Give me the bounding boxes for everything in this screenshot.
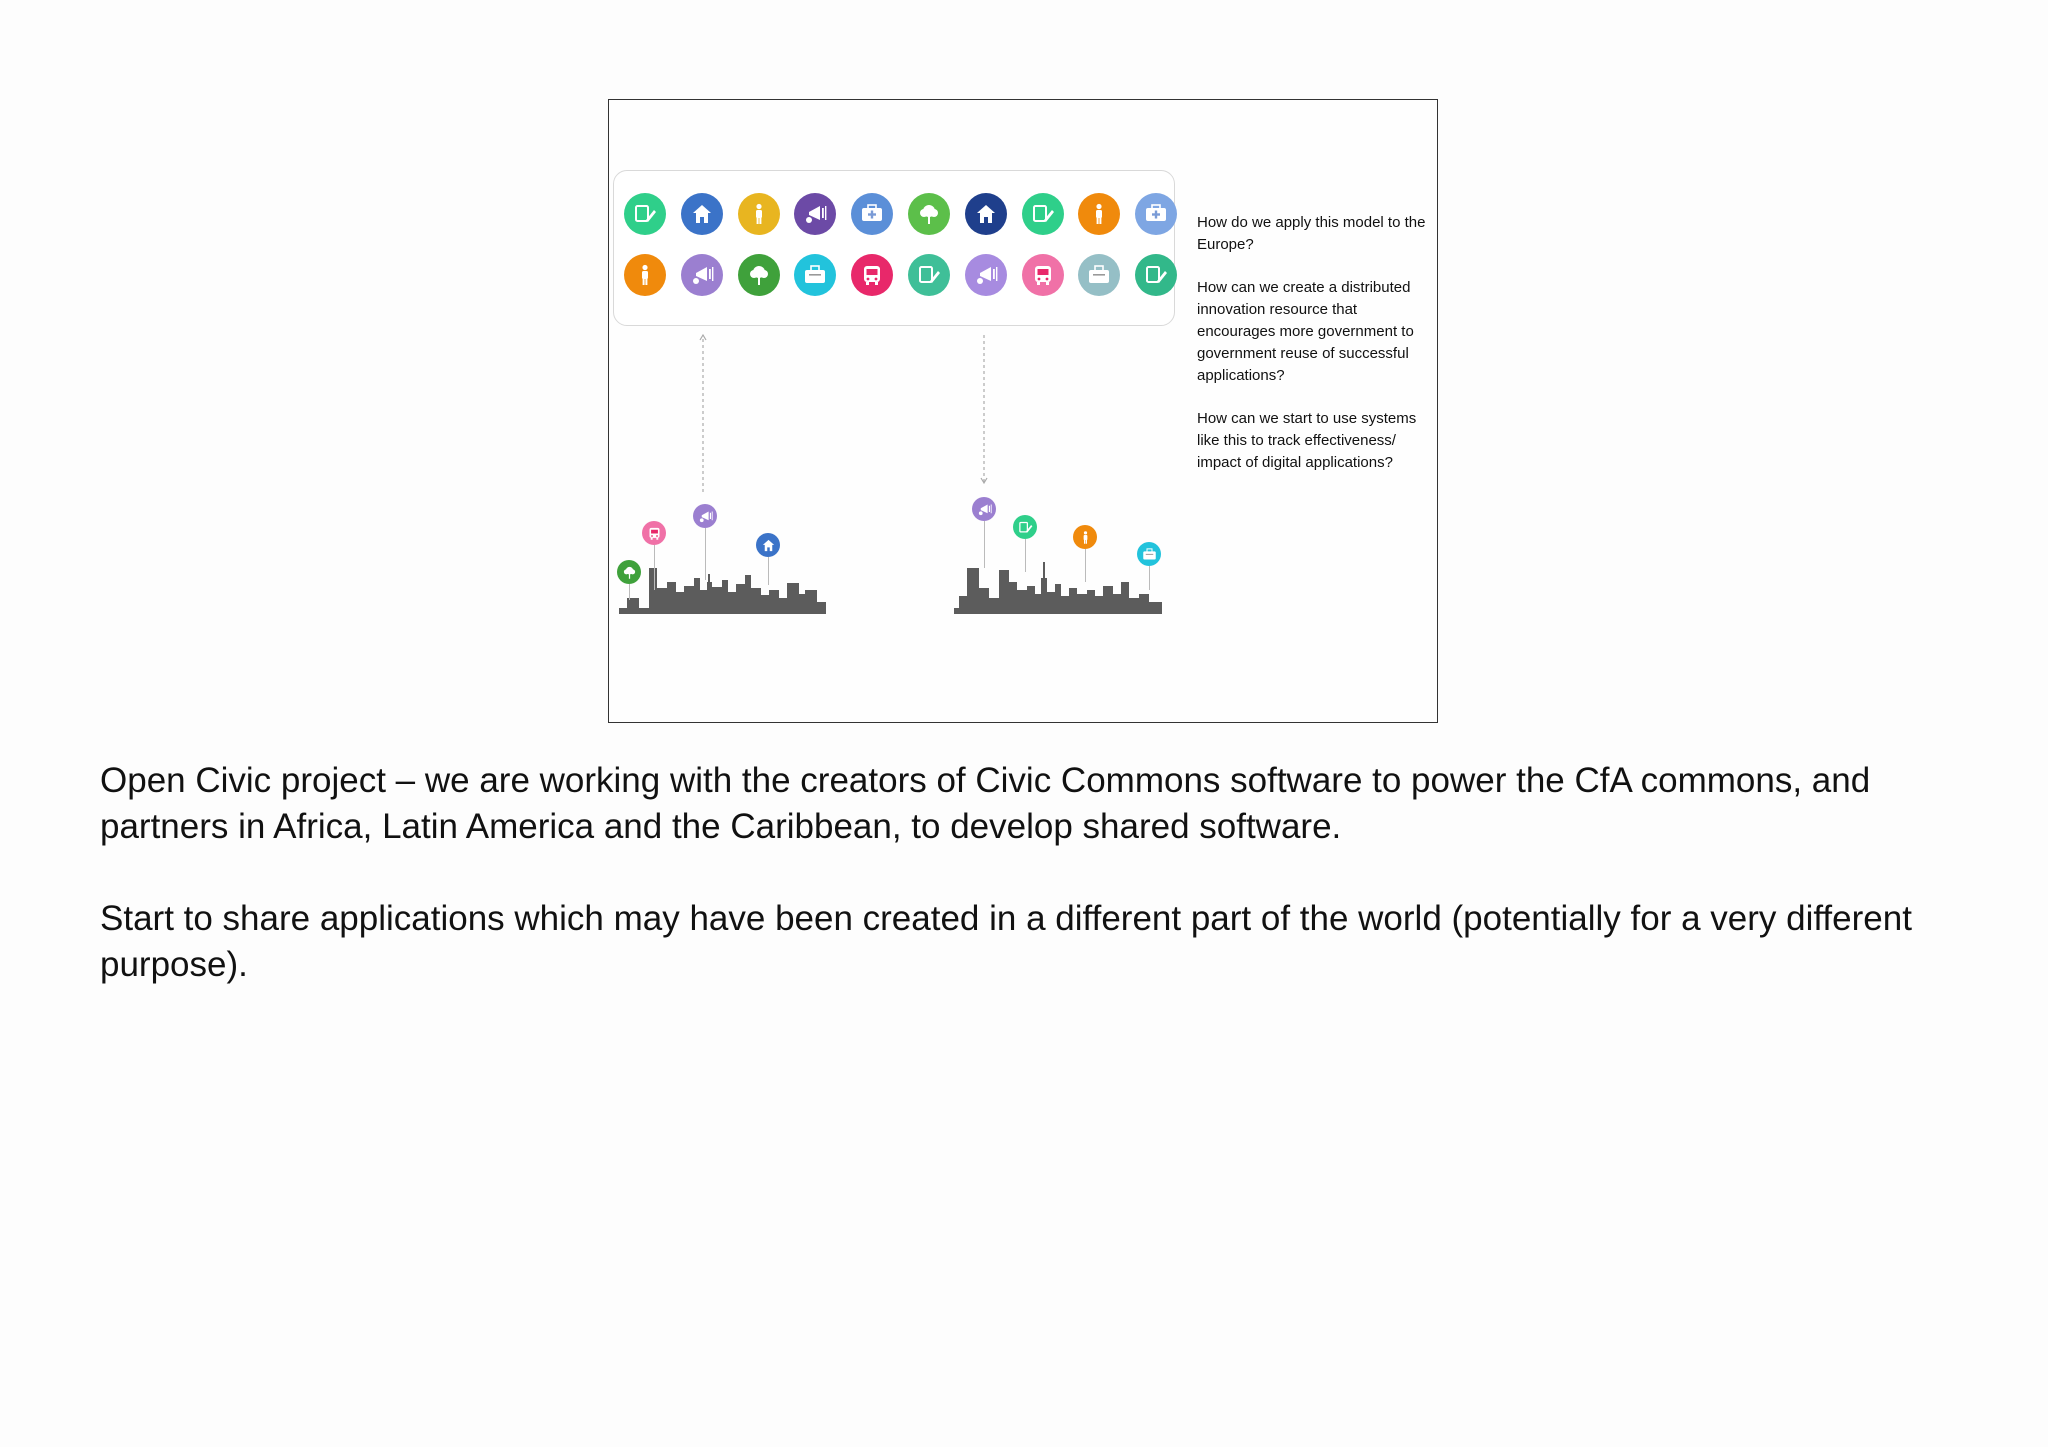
megaphone-icon: [693, 504, 717, 528]
pin-stem: [1025, 539, 1026, 572]
briefcase-icon: [1137, 542, 1161, 566]
pin-stem: [629, 584, 630, 600]
pin-stem: [654, 545, 655, 590]
embedded-slide-image: [608, 99, 1438, 723]
person-icon: [1073, 525, 1097, 549]
megaphone-icon: [972, 497, 996, 521]
question-2: How can we create a distributed innovation resource that encourages more government to government reuse of successful applications?: [1197, 279, 1414, 384]
notes-text: [100, 758, 1980, 1034]
city-skyline-2: [954, 562, 1162, 614]
pin-stem: [705, 528, 706, 580]
question-3: How can we start to use systems like this to track effectiveness/ impact of digital applications?: [1197, 410, 1417, 471]
pin-stem: [984, 521, 985, 568]
tablet-edit-icon: [1013, 515, 1037, 539]
question-1: How do we apply this model to the Europe?: [1197, 214, 1426, 253]
city-skyline-1: [619, 568, 826, 614]
questions-text: [1197, 212, 1437, 495]
house-icon: [756, 533, 780, 557]
paragraph-1: Open Civic project – we are working with the creators of Civic Commons software to power the CfA commons, and partners in Africa, Latin America and the Caribbean, to develop shared software.: [100, 761, 1871, 846]
tree-icon: [617, 560, 641, 584]
bus-icon: [642, 521, 666, 545]
pin-stem: [1149, 566, 1150, 590]
pin-stem: [1085, 549, 1086, 582]
paragraph-2: Start to share applications which may have been created in a different part of the world (potentially for a very different purpose).: [100, 899, 1912, 984]
pin-stem: [768, 557, 769, 585]
